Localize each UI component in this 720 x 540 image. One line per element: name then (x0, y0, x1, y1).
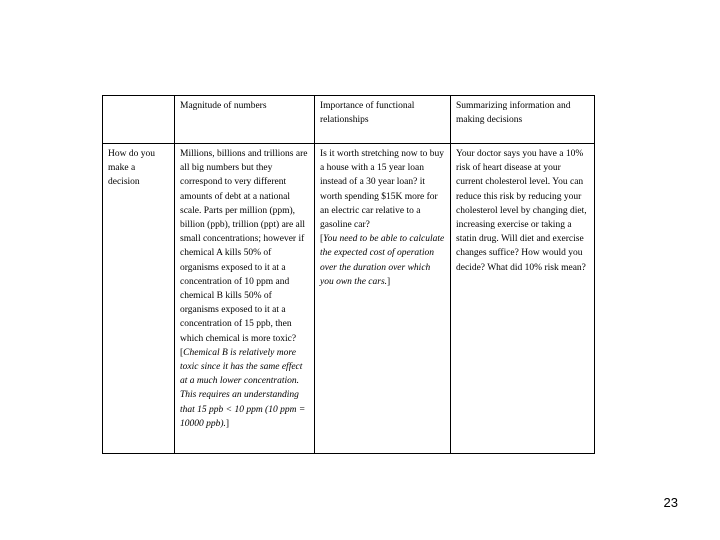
cell-functional-text: Is it worth stretching now to buy a house with a 15 year loan instead of a 30 year loan? it worth spending $15K more for an electric car relative to a gasoline car? (320, 149, 445, 231)
content-table (102, 95, 595, 454)
cell-summarizing-text: Your doctor says you have a 10% risk of heart disease at your current cholesterol level. You can reduce this risk by reducing your cholesterol level by changing diet, increasing exercise or taking a statin drug. Will diet and exercise changes suffice? How would you decide? What did 10% risk mean? (456, 149, 587, 273)
page-number: 23 (663, 495, 678, 510)
header-summarizing-information: Summarizing information and making decisions (451, 96, 595, 144)
cell-magnitude: Millions, billions and trillions are all big numbers but they correspond to very different amounts of debt at a national scale. Parts per million (ppm), billion (ppb), trillion (ppt) are all small concentrations; however if chemical A kills 50% of organisms exposed to it at a concentration of 10 ppm and chemical B kills 50% of organisms exposed to it at a concentration of 15 ppb, then which chemical is more toxic? [Chemical B is relatively more toxic since it has the same effect at a much lower concentration. This requires an understanding that 15 ppb < 10 ppm (10 ppm = 10000 ppb).] (175, 144, 315, 454)
cell-magnitude-note: Chemical B is relatively more toxic since it has the same effect at a much lower concentration. This requires an understanding that 15 ppb < 10 ppm (10 ppm = 10000 ppb). (180, 347, 306, 429)
row-label: How do you make a decision (103, 144, 175, 454)
cell-summarizing (451, 144, 595, 454)
header-magnitude-of-numbers: Magnitude of numbers (175, 96, 315, 144)
table-header-row (103, 96, 595, 144)
header-functional-relationships: Importance of functional relationships (315, 96, 451, 144)
cell-functional: Is it worth stretching now to buy a house with a 15 year loan instead of a 30 year loan? it worth spending $15K more for an electric car relative to a gasoline car? [You need to be able to calculate the expected cost of operation over the duration over which you own the cars.] (315, 144, 451, 454)
cell-magnitude-text: Millions, billions and trillions are all big numbers but they correspond to very different amounts of debt at a national scale. Parts per million (ppm), billion (ppb), trillion (ppt) are all small concentrations; however if chemical A kills 50% of organisms exposed to it at a concentration of 10 ppm and chemical B kills 50% of organisms exposed to it at a concentration of 15 ppb, then which chemical is more toxic? (180, 149, 308, 344)
header-cell-empty (103, 96, 175, 144)
table-row (103, 144, 595, 454)
cell-functional-note: You need to be able to calculate the expected cost of operation over the duration over which you own the cars. (320, 234, 445, 287)
